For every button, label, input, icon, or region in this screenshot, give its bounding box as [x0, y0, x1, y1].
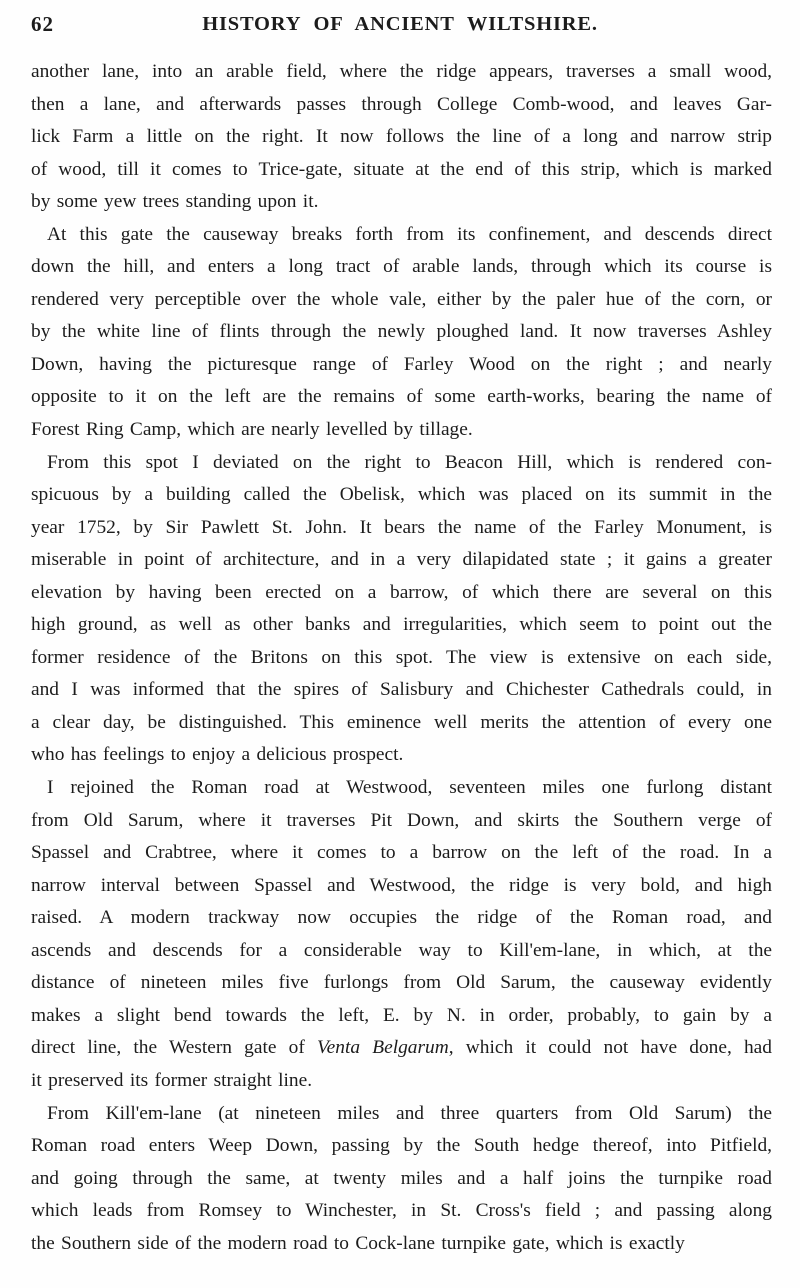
text-line: and going through the same, at twenty miles and a half joins the turnpike road — [31, 1167, 772, 1189]
paragraph — [31, 1098, 772, 1261]
text-line: opposite to it on the left are the remains of some earth-works, bearing the name of — [31, 386, 772, 408]
text-line: rendered very perceptible over the whole vale, either by the paler hue of the corn, or — [31, 288, 772, 310]
text-line: it preserved its former straight line. — [31, 1069, 313, 1091]
text-line: the Southern side of the modern road to Cock-lane turnpike gate, which is exactly — [31, 1232, 685, 1254]
text-line: narrow interval between Spassel and Westwood, the ridge is very bold, and high — [31, 874, 772, 896]
paragraph — [31, 219, 772, 447]
text-line: raised. A modern trackway now occupies the ridge of the Roman road, and — [31, 907, 772, 929]
text-line: a clear day, be distinguished. This eminence well merits the attention of every one — [31, 711, 772, 733]
page-header — [0, 12, 800, 42]
text-line: year 1752, by Sir Pawlett St. John. It bears the name of the Farley Monument, is — [31, 516, 772, 538]
text-line: At this gate the causeway breaks forth from its confinement, and descends direct — [47, 223, 772, 245]
paragraph — [31, 447, 772, 772]
text-line: elevation by having been erected on a barrow, of which there are several on this — [31, 581, 772, 603]
text-line: ascends and descends for a considerable way to Kill'em-lane, in which, at the — [31, 939, 772, 961]
text-line: another lane, into an arable field, where the ridge appears, traverses a small wood, — [31, 61, 772, 82]
text-line: then a lane, and afterwards passes through College Comb-wood, and leaves Gar- — [31, 93, 772, 115]
text-line: I rejoined the Roman road at Westwood, seventeen miles one furlong distant — [47, 777, 772, 799]
text-line: former residence of the Britons on this spot. The view is extensive on each side, — [31, 646, 772, 668]
page-number: 62 — [31, 12, 54, 36]
text-line: from Old Sarum, where it traverses Pit Down, and skirts the Southern verge of — [31, 809, 772, 831]
text-line: makes a slight bend towards the left, E. by N. in order, probably, to gain by a — [31, 1004, 772, 1026]
text-line: high ground, as well as other banks and irregularities, which seem to point out the — [31, 614, 772, 636]
text-line: who has feelings to enjoy a delicious prospect. — [31, 744, 404, 766]
text-line: down the hill, and enters a long tract of arable lands, through which its course is — [31, 256, 772, 278]
paragraph — [31, 772, 772, 1097]
text-line: Down, having the picturesque range of Farley Wood on the right ; and nearly — [31, 353, 772, 375]
text-line: From Kill'em-lane (at nineteen miles and three quarters from Old Sarum) the — [47, 1102, 772, 1124]
text-line: distance of nineteen miles five furlongs from Old Sarum, the causeway evidently — [31, 972, 772, 994]
text-block — [31, 56, 772, 1260]
text-line: and I was informed that the spires of Salisbury and Chichester Cathedrals could, in — [31, 679, 772, 701]
text-line: which leads from Romsey to Winchester, in St. Cross's field ; and passing along — [31, 1200, 772, 1222]
text-line: Forest Ring Camp, which are nearly levelled by tillage. — [31, 419, 473, 441]
text-line: of wood, till it comes to Trice-gate, situate at the end of this strip, which is marked — [31, 158, 772, 180]
text-line: by some yew trees standing upon it. — [31, 191, 319, 213]
text-line: miserable in point of architecture, and in a very dilapidated state ; it gains a greater — [31, 549, 772, 571]
page-title: HISTORY OF ANCIENT WILTSHIRE. — [202, 13, 598, 35]
text-line: From this spot I deviated on the right to Beacon Hill, which is rendered con- — [47, 451, 772, 473]
text-line: direct line, the Western gate of Venta Belgarum, which it could not have done, had — [31, 1037, 772, 1059]
text-line: Roman road enters Weep Down, passing by the South hedge thereof, into Pitfield, — [31, 1135, 772, 1157]
text-line: spicuous by a building called the Obelisk, which was placed on its summit in the — [31, 484, 772, 506]
text-line: Spassel and Crabtree, where it comes to a barrow on the left of the road. In a — [31, 842, 772, 864]
text-line: by the white line of flints through the newly ploughed land. It now traverses Ashley — [31, 321, 772, 343]
paragraph — [31, 56, 772, 219]
text-line: lick Farm a little on the right. It now follows the line of a long and narrow strip — [31, 126, 772, 148]
